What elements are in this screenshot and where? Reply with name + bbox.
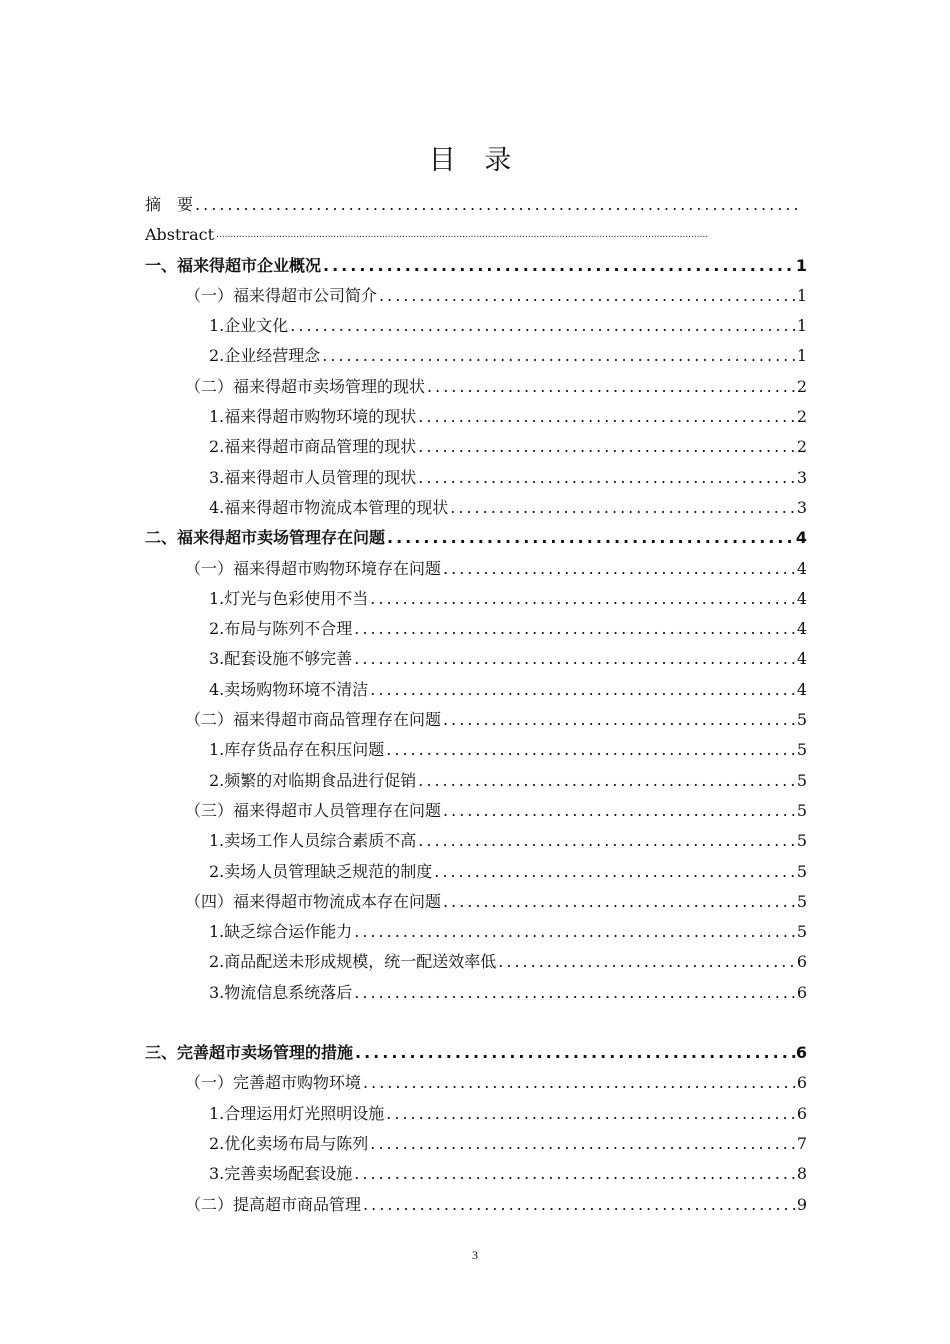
toc-entry[interactable] <box>145 523 807 553</box>
toc-entry-label: 2.卖场人员管理缺乏规范的制度 <box>209 861 433 881</box>
toc-entry-page: 4 <box>796 558 807 578</box>
toc-entry-label: 3.福来得超市人员管理的现状 <box>209 467 417 487</box>
toc-leader-dots <box>363 1068 797 1098</box>
toc-entry-label: 1.库存货品存在积压问题 <box>209 740 385 760</box>
toc-entry-label: （一）完善超市购物环境 <box>185 1073 362 1093</box>
toc-entry[interactable] <box>145 251 807 281</box>
toc-leader-dots <box>386 1099 797 1129</box>
toc-leader-dots <box>354 644 797 674</box>
toc-entry-page: 4 <box>796 619 807 639</box>
toc-leader-dots <box>195 190 797 220</box>
toc-entry-page: 4 <box>796 679 807 699</box>
toc-leader-dots <box>370 675 797 705</box>
toc-entry[interactable] <box>145 432 807 462</box>
toc-entry[interactable] <box>145 735 807 765</box>
toc-leader-dots <box>290 311 797 341</box>
toc-entry-page: 2 <box>796 407 807 427</box>
toc-entry-page <box>797 220 807 250</box>
toc-leader-dots <box>450 493 797 523</box>
toc-entry[interactable] <box>145 1099 807 1129</box>
toc-entry[interactable] <box>145 372 807 402</box>
toc-entry-label: 4.福来得超市物流成本管理的现状 <box>209 497 449 517</box>
toc-entry-label: 2.企业经营理念 <box>209 346 321 366</box>
toc-entry-label: （四）福来得超市物流成本存在问题 <box>185 891 442 911</box>
toc-entry[interactable] <box>145 887 807 917</box>
toc-entry[interactable] <box>145 917 807 947</box>
toc-leader-dots <box>354 1159 797 1189</box>
toc-entry[interactable] <box>145 947 807 977</box>
toc-entry[interactable] <box>145 1038 807 1068</box>
toc-entry-page: 5 <box>796 710 807 730</box>
toc-leader-dots <box>443 705 797 735</box>
toc-entry-page: 2 <box>796 376 807 396</box>
toc-entry-page: 5 <box>796 831 807 851</box>
toc-entry-page: 6 <box>796 1073 807 1093</box>
toc-entry[interactable] <box>145 1190 807 1220</box>
toc-entry-page: 4 <box>796 588 807 608</box>
page-title: 目 录 <box>428 145 522 176</box>
toc-leader-dots <box>386 735 797 765</box>
toc-leader-dots <box>216 220 797 250</box>
toc-leader-dots <box>354 917 797 947</box>
toc-entry[interactable] <box>145 341 807 371</box>
toc-entry-label: 2.布局与陈列不合理 <box>209 619 353 639</box>
toc-entry[interactable] <box>145 281 807 311</box>
toc-entry-label: 2.优化卖场布局与陈列 <box>209 1133 369 1153</box>
toc-entry-label: 1.福来得超市购物环境的现状 <box>209 407 417 427</box>
toc-entry-page: 6 <box>796 1103 807 1123</box>
toc-entry-label: （二）福来得超市商品管理存在问题 <box>185 710 442 730</box>
toc-leader-dots <box>370 1129 797 1159</box>
toc-leader-dots <box>322 341 797 371</box>
toc-entry-label: 1.企业文化 <box>209 316 289 336</box>
toc-entry[interactable] <box>145 220 807 250</box>
toc-entry-label: （三）福来得超市人员管理存在问题 <box>185 800 442 820</box>
toc-entry-label: 一、福来得超市企业概况 <box>145 255 322 275</box>
page-number: 3 <box>472 1248 478 1262</box>
toc-entry-page: 8 <box>796 1164 807 1184</box>
toc-entry-page: 9 <box>796 1194 807 1214</box>
toc-leader-dots <box>427 372 797 402</box>
toc-entry-page: 5 <box>796 800 807 820</box>
toc-leader-dots <box>323 251 796 281</box>
toc-leader-dots <box>418 463 797 493</box>
toc-entry-page: 5 <box>796 861 807 881</box>
toc-entry-label: 三、完善超市卖场管理的措施 <box>145 1043 354 1063</box>
toc-entry[interactable] <box>145 857 807 887</box>
toc-leader-dots <box>434 857 797 887</box>
toc-entry-label: 2.商品配送未形成规模，统一配送效率低 <box>209 952 497 972</box>
toc-entry[interactable] <box>145 826 807 856</box>
toc-entry[interactable] <box>145 584 807 614</box>
toc-entry[interactable] <box>145 493 807 523</box>
toc-leader-dots <box>355 1038 796 1068</box>
toc-entry[interactable] <box>145 796 807 826</box>
toc-entry[interactable] <box>145 554 807 584</box>
toc-leader-dots <box>379 281 797 311</box>
toc-leader-dots <box>498 947 797 977</box>
toc-leader-dots <box>443 796 797 826</box>
toc-entry-label: （二）福来得超市卖场管理的现状 <box>185 376 426 396</box>
toc-entry[interactable] <box>145 463 807 493</box>
toc-entry[interactable] <box>145 644 807 674</box>
toc-entry-page: 4 <box>796 649 807 669</box>
toc-entry-label: （一）福来得超市公司简介 <box>185 285 378 305</box>
toc-entry-label: 1.合理运用灯光照明设施 <box>209 1103 385 1123</box>
toc-spacer <box>145 1008 807 1038</box>
toc-entry[interactable] <box>145 402 807 432</box>
toc-entry-page: 6 <box>796 982 807 1002</box>
toc-entry-page: 5 <box>796 891 807 911</box>
toc-entry-page: 1 <box>796 316 807 336</box>
toc-entry[interactable] <box>145 1068 807 1098</box>
toc-entry[interactable] <box>145 190 807 220</box>
toc-entry-label: （二）提高超市商品管理 <box>185 1194 362 1214</box>
toc-entry-page: 5 <box>796 770 807 790</box>
toc-entry-page: 6 <box>796 952 807 972</box>
table-of-contents <box>145 190 807 1220</box>
toc-entry-page <box>797 190 807 220</box>
toc-entry-page: 5 <box>796 740 807 760</box>
toc-entry-label: 3.物流信息系统落后 <box>209 982 353 1002</box>
toc-entry-label: （一）福来得超市购物环境存在问题 <box>185 558 442 578</box>
toc-entry-label: Abstract <box>145 225 215 245</box>
toc-entry-page: 1 <box>796 285 807 305</box>
toc-entry-page: 4 <box>795 528 807 548</box>
toc-entry-page: 3 <box>796 497 807 517</box>
toc-entry[interactable] <box>145 1129 807 1159</box>
toc-entry-label: 1.灯光与色彩使用不当 <box>209 588 369 608</box>
toc-leader-dots <box>387 523 796 553</box>
toc-entry-label: 摘 要 <box>145 195 194 214</box>
toc-leader-dots <box>418 826 797 856</box>
toc-entry-page: 6 <box>795 1043 807 1063</box>
toc-leader-dots <box>363 1190 797 1220</box>
toc-entry-page: 7 <box>796 1133 807 1153</box>
toc-leader-dots <box>443 887 797 917</box>
toc-entry[interactable] <box>145 766 807 796</box>
toc-leader-dots <box>354 614 797 644</box>
toc-entry[interactable] <box>145 978 807 1008</box>
toc-entry[interactable] <box>145 614 807 644</box>
toc-leader-dots <box>418 766 797 796</box>
toc-entry-page: 3 <box>796 467 807 487</box>
toc-entry-label: 2.福来得超市商品管理的现状 <box>209 437 417 457</box>
toc-entry[interactable] <box>145 705 807 735</box>
toc-leader-dots <box>418 402 797 432</box>
toc-entry-label: 4.卖场购物环境不清洁 <box>209 679 369 699</box>
toc-leader-dots <box>443 554 797 584</box>
toc-entry-page: 1 <box>796 346 807 366</box>
toc-entry[interactable] <box>145 311 807 341</box>
toc-entry-page: 2 <box>796 437 807 457</box>
toc-entry-label: 2.频繁的对临期食品进行促销 <box>209 770 417 790</box>
toc-entry-label: 1.缺乏综合运作能力 <box>209 922 353 942</box>
toc-entry[interactable] <box>145 1159 807 1189</box>
toc-entry-label: 3.完善卖场配套设施 <box>209 1164 353 1184</box>
toc-leader-dots <box>354 978 797 1008</box>
toc-entry-label: 3.配套设施不够完善 <box>209 649 353 669</box>
toc-entry-label: 二、福来得超市卖场管理存在问题 <box>145 528 386 548</box>
toc-entry[interactable] <box>145 675 807 705</box>
toc-entry-page: 5 <box>796 922 807 942</box>
toc-entry-page: 1 <box>795 255 807 275</box>
toc-leader-dots <box>418 432 797 462</box>
toc-leader-dots <box>370 584 797 614</box>
toc-entry-label: 1.卖场工作人员综合素质不高 <box>209 831 417 851</box>
